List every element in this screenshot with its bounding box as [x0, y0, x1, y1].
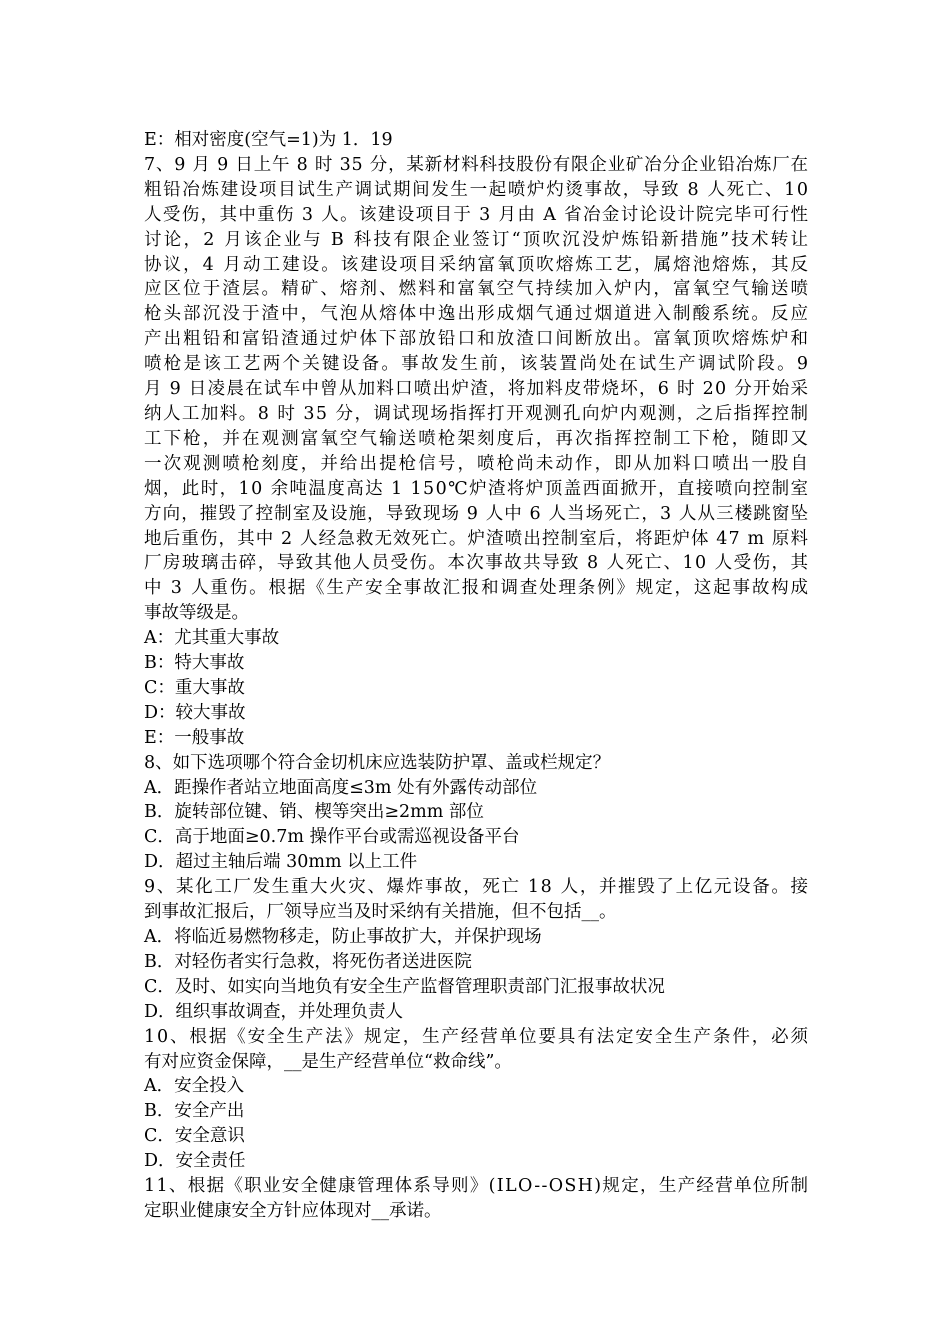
text-line: A：尤其重大事故 — [144, 628, 280, 649]
text-line: C．高于地面≥0.7m 操作平台或需巡视设备平台 — [144, 827, 520, 848]
text-line: 应区位于渣层。精矿、熔剂、燃料和富氧空气持续加入炉内，富氧空气输送喷 — [144, 279, 811, 300]
text-line: A．将临近易燃物移走，防止事故扩大，并保护现场 — [144, 927, 542, 947]
text-line: D．超过主轴后端 30mm 以上工件 — [144, 852, 418, 873]
text-line: 事故等级是。 — [144, 603, 249, 624]
text-line: A．安全投入 — [144, 1076, 245, 1097]
text-line: 协议，4 月动工建设。该建设项目采纳富氧顶吹熔炼工艺，属熔池熔炼，其反 — [144, 254, 811, 275]
text-line: 人受伤，其中重伤 3 人。该建设项目于 3 月由 A 省冶金讨论设计院完毕可行性 — [144, 204, 810, 225]
text-line: 烟，此时，10 余吨温度高达 1 150℃炉渣将炉顶盖西面掀开，直接喷向控制室 — [144, 478, 810, 499]
text-line: 厂房玻璃击碎，导致其他人员受伤。本次事故共导致 8 人死亡、10 人受伤，其 — [144, 553, 810, 574]
text-line: B．对轻伤者实行急救，将死伤者送进医院 — [144, 951, 472, 972]
text-line: 纳人工加料。8 时 35 分，调试现场指挥打开观测孔向炉内观测，之后指挥控制 — [144, 403, 810, 424]
text-line: E：一般事故 — [144, 727, 245, 748]
document-body — [144, 128, 811, 1224]
text-line: D．组织事故调查，并处理负责人 — [144, 1001, 404, 1022]
text-line: 产出粗铅和富铅渣通过炉体下部放铅口和放渣口间断放出。富氧顶吹熔炼炉和 — [144, 329, 811, 350]
text-line: 10、根据《安全生产法》规定，生产经营单位要具有法定安全生产条件，必须 — [144, 1026, 810, 1047]
text-line: B．旋转部位键、销、楔等突出≥2mm 部位 — [144, 802, 484, 823]
text-line: C．及时、如实向当地负有安全生产监督管理职责部门汇报事故状况 — [144, 976, 665, 997]
text-line: B．安全产出 — [144, 1101, 245, 1122]
text-line: 7、9 月 9 日上午 8 时 35 分，某新材料科技股份有限企业矿冶分企业铅冶炼厂在 — [144, 154, 809, 175]
text-line: 方向，摧毁了控制室及设施，导致现场 9 人中 6 人当场死亡，3 人从三楼跳窗坠 — [144, 503, 810, 524]
text-line: D：较大事故 — [144, 702, 246, 723]
text-line: E：相对密度(空气=1)为 1．19 — [144, 130, 393, 150]
text-line: C．安全意识 — [144, 1126, 245, 1147]
text-line: 到事故汇报后，厂领导应当及时采纳有关措施，但不包括__。 — [144, 902, 617, 923]
text-line: 中 3 人重伤。根据《生产安全事故汇报和调查处理条例》规定，这起事故构成 — [144, 578, 810, 599]
text-line: 枪头部沉没于渣中，气泡从熔体中逸出形成烟气通过烟道进入制酸系统。反应 — [144, 304, 811, 325]
text-line: 讨论，2 月该企业与 B 科技有限企业签订“顶吹沉没炉炼铅新措施”技术转让 — [144, 229, 811, 250]
text-line: B：特大事故 — [144, 653, 245, 674]
text-line: 喷枪是该工艺两个关键设备。事故发生前，该装置尚处在试生产调试阶段。9 — [144, 354, 811, 375]
text-line: 定职业健康安全方针应体现对__承诺。 — [144, 1200, 442, 1221]
text-line: 工下枪，并在观测富氧空气输送喷枪架刻度后，再次指挥控制工下枪，随即又 — [144, 428, 811, 449]
text-line: 月 9 日凌晨在试车中曾从加料口喷出炉渣，将加料皮带烧坏，6 时 20 分开始采 — [144, 379, 810, 400]
text-line: 粗铅冶炼建设项目试生产调试期间发生一起喷炉灼烫事故，导致 8 人死亡、10 — [144, 179, 810, 200]
text-line: A．距操作者站立地面高度≤3m 处有外露传动部位 — [144, 777, 538, 798]
text-line: C：重大事故 — [144, 677, 245, 698]
text-line: 11、根据《职业安全健康管理体系导则》(ILO--OSH)规定，生产经营单位所制 — [144, 1176, 810, 1197]
text-line: 一次观测喷枪刻度，并给出提枪信号，喷枪尚未动作，即从加料口喷出一股自 — [144, 453, 811, 474]
text-line: 地后重伤，其中 2 人经急救无效死亡。炉渣喷出控制室后，将距炉体 47 m 原料 — [144, 528, 810, 549]
text-line: 有对应资金保障，__是生产经营单位“救命线”。 — [144, 1051, 512, 1072]
text-line: 8、如下选项哪个符合金切机床应选装防护罩、盖或栏规定？ — [144, 752, 611, 773]
text-line: D．安全责任 — [144, 1151, 246, 1172]
text-line: 9、某化工厂发生重大火灾、爆炸事故，死亡 18 人，并摧毁了上亿元设备。接 — [144, 877, 810, 898]
